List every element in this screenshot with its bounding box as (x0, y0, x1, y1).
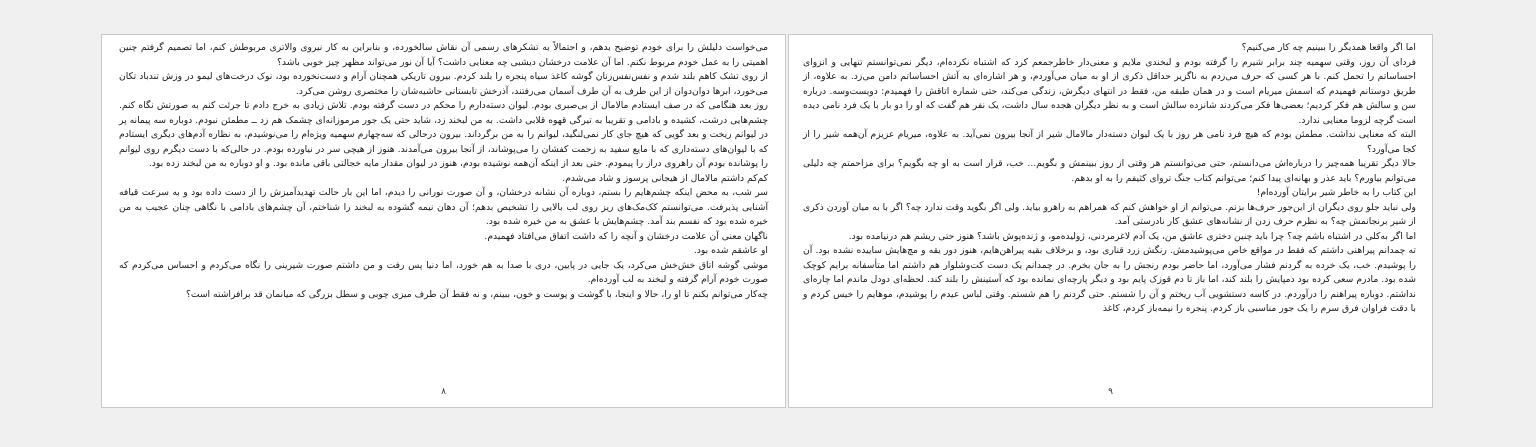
page-number: ۹ (1108, 387, 1113, 397)
paragraph: ولی نباید جلو روی دیگران از این‌جور حرف‌ها بزنم. می‌توانم از او خواهش کنم که همراهم به راهرو بیاید. ولی اگر بگوید وقت ندارد چه؟ اگر با به میان آوردن ذکری از شیر برنجانمش چه؟ به نظرم حرف زدن از نشانه‌های عشق کار نادرستی آمد. (803, 201, 1416, 227)
paragraph: می‌خواست دلیلش را برای خودم توضیح بدهم، و احتمالاً به تشکرهای رسمی آن نقاش سالخورده، و بنابراین به کار نیروی والاتری مربوطش کنم، اما تصمیم گرفتم چنین اهمیتی را به عمل خودم مربوط نکنم. اما آن علامت درخشان دیشبی چه معنایی داشت؟ آیا آن نور می‌تواند مظهر چیز خوبی باشد؟ (119, 42, 768, 68)
paragraph: البته که معنایی نداشت. مطمئن بودم که هیچ فرد نامی هر روز با یک لیوان دسته‌دار مالامال شیر از آنجا بیرون نمی‌آید. به علاوه، میریام عزیزم آن‌همه شیر را از کجا می‌آورد؟ (803, 129, 1416, 155)
paragraph: سر شب، به محض اینکه چشم‌هایم را بستم، دوباره آن نشانه درخشان، و آن صورت نورانی را دیدم، اما این بار حالت تهدیدآمیزش را از دست داده بود و به سرعت قیافه آشنایی پذیرفت. می‌توانستم کک‌مک‌های ریز روی لب بالایی را تشخیص بدهم؛ آن دهان نیمه گشوده به لبخند را شناختم، آن چشم‌های بادامی با نگاهی چنان عجیب به من خیره شده بود که نفسم بند آمد. چشم‌هایش با عشق به من خیره شده بود. (119, 187, 768, 227)
paragraph: فردای آن روز، وقتی سهمیه چند برابر شیرم را گرفته بودم و لبخندی ملایم و معنی‌دار خاطرجمعم کرد که اشتباه نکرده‌ام، دیگر نمی‌توانستم تنهایی و انزوای احساساتم را تحمل کنم. با هر کسی که حرف می‌زدم به ناگزیر حداقل ذکری از او به میان می‌آوردم، و هر اشاره‌ای به آتش احساساتم دامن می‌زد. به علاوه، از طریق دوستانم فهمیدم که اسمش میریام است و در همان طبقه من، فقط در انتهای دیگرش، زندگی می‌کند، حتی شماره اتاقش را فهمیدم: دویست‌وسه. درباره سن و سالش هم فکر کردیم؛ بعضی‌ها فکر می‌کردند شانزده سالش است و به نظر دیگران هجده سال داشت، یک نفر هم گفت که او را دو بار با یک فرد نامی دیده است گرچه لزوما معنایی ندارد. (803, 56, 1416, 126)
paragraph: حالا دیگر تقریبا همه‌چیز را درباره‌اش می‌دانستم، حتی می‌توانستم هر وقتی از روز ببینمش و بگویم... خب، قرار است به او چه بگویم؟ برای مزاحمتم چه دلیلی می‌توانم بیاورم؟ باید عذر و بهانه‌ای پیدا کنم؛ می‌توانم کتاب جنگ تروای کثیفم را به او بدهم. (803, 158, 1416, 184)
page-9 (788, 34, 1433, 408)
paragraph: کم‌کم داشتم مالامال از هیجانی پرسوز و شاد می‌شدم. (562, 172, 768, 184)
paragraph: از روی تشک کاهم بلند شدم و نفس‌نفس‌زنان گوشه کاغذ سیاه پنجره را بلند کردم. بیرون تاریکی همچنان آرام و دست‌نخورده بود، نوک درخت‌های لیمو در وزش تندباد تکان می‌خورد، ابرها دوان‌دوان از این طرف به آن طرف آسمان می‌رفتند، آذرخش تابستانی حاشیه‌شان را مختصری روشن می‌کرد. (119, 71, 768, 97)
paragraph: موشی گوشه اتاق خش‌خش می‌کرد، یک جایی در پایین، دری با صدا به هم خورد، اما دنیا پس رفت و من داشتم صورت شیرینی را نگاه می‌کردم و احساس می‌کردم که صورت خودم آرام گرفته و لبخند به لب آورده‌ام. (119, 259, 768, 285)
paragraph: ته چمدانم پیراهنی داشتم که فقط در مواقع خاص می‌پوشیدمش. رنگش زرد قناری بود، و برخلاف بقیه پیراهن‌هایم، هنوز دور یقه و مچ‌هایش ساییده نشده بود. آن را پوشیدم. خب، یک خرده به گردنم فشار می‌آورد، اما حاضر بودم رنجش را به جان بخرم. در چمدانم یک دست کت‌وشلوار هم داشتم اما متأسفانه برایم کوچک شده بود. مادرم سعی کرده بود دمپایش را بلند کند، اما باز تا دم قوزک پایم بود و دیگر پارچه‌ای نمانده بود که آستینش را بلند کند. لحظه‌ای دودل ماندم اما چاره‌ای نداشتم. دوباره پیراهنم را درآوردم. در کاسه دستشویی آب ریختم و آن را شستم. حتی گردنم را هم شستم. وقتی لباس عیدم را پوشیدم، موهایم را خیس کردم و با دقت فراوان فرق سرم را یک جور مناسبی باز کردم. پنجره را نیمه‌باز کردم، کاغذ (803, 245, 1416, 314)
paragraph: اما اگر واقعا همدیگر را ببینیم چه کار می‌کنیم؟ (1241, 42, 1416, 53)
page-number: ۸ (441, 387, 446, 397)
page-8 (101, 34, 786, 408)
paragraph: اما اگر به‌کلی در اشتباه باشم چه؟ چرا باید چنین دختری عاشق من، یک آدم لاغرمردنی، ژولیده‌مو، و ژنده‌پوش باشد؟ هنوز حتی ریشم هم درنیامده بود. (848, 230, 1416, 242)
paragraph: ناگهان معنی آن علامت درخشان و آنچه را که داشت اتفاق می‌افتاد فهمیدم. (484, 230, 768, 242)
paragraph: چه‌کار می‌توانم بکنم تا او را، حالا و اینجا، با گوشت و پوست و خون، ببینم، و نه فقط آن طرف میزی چوبی و سطل بزرگی که میانمان قد برافراشته است؟ (185, 288, 768, 300)
paragraph: این کتاب را به خاطر شیر برایتان آورده‌ام! (1256, 187, 1416, 198)
paragraph: روز بعد هنگامی که در صف ایستادم مالامال از بی‌صبری بودم. لیوان دسته‌دارم را محکم در دست گرفته بودم. تلاش زیادی به خرج دادم تا جرئت کنم به صورتش نگاه کنم. چشم‌هایی درشت، کشیده و بادامی و تقریبا به تیرگی قهوه قلابی داشت. به من لبخند زد، شاید حتی یک جور مرموزانه‌ای چشمک هم زد ــ مطمئن نبودم. دوباره سه پیمانه پر در لیوانم ریخت و بعد گویی که هیچ جای کار نمی‌لنگید، لیوانم را به من برگرداند. بیرون درحالی که سه‌چهارم سهمیه ویژه‌ام را می‌نوشیدم، به نظاره آدم‌های دیگری ایستادم که با لیوان‌های دسته‌داری که با مایع سفید به زحمت کفشان را می‌پوشاند، از آنجا بیرون می‌آمدند. هنوز از هیچی سر در نیاورده بودم. در حالی‌که با دست دیگرم روی لیوانم را پوشانده بودم آن راهروی دراز را پیمودم. حتی بعد از اینکه آن‌همه نوشیده بودم، هنوز در لیوان مقدار مایه خجالتی باقی مانده بود. و او دوباره به من لبخند زده بود. (119, 100, 768, 169)
paragraph: او عاشقم شده بود. (693, 245, 768, 256)
page-9-text (803, 41, 1416, 317)
page-8-text (119, 41, 768, 302)
